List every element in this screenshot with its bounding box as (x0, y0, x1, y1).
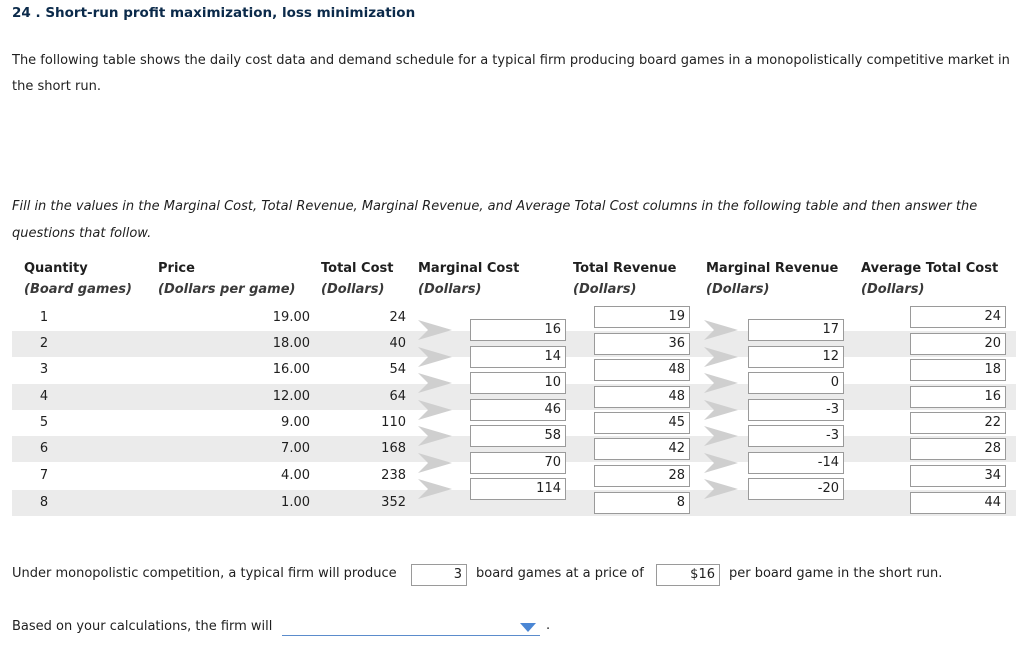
cell-quantity: 1 (39, 310, 49, 325)
cell-quantity: 6 (39, 441, 49, 456)
answer-text-part2: board games at a price of (476, 566, 644, 581)
cell-total-cost: 40 (389, 336, 406, 351)
chevron-right-icon (702, 345, 742, 369)
cell-quantity: 7 (39, 468, 49, 483)
total-revenue-input[interactable]: 36 (594, 333, 690, 355)
total-revenue-input[interactable]: 48 (594, 359, 690, 381)
cell-price: 1.00 (281, 495, 310, 510)
header-marginal-cost-label: Marginal Cost (418, 261, 520, 276)
cell-total-cost: 238 (381, 468, 406, 483)
marginal-cost-input[interactable]: 114 (470, 478, 566, 500)
total-revenue-input[interactable]: 28 (594, 465, 690, 487)
header-price (158, 258, 295, 300)
chevron-right-icon (416, 318, 456, 342)
header-price-unit: (Dollars per game) (158, 282, 296, 297)
cell-total-cost: 64 (389, 389, 406, 404)
header-quantity-label: Quantity (24, 261, 88, 276)
cell-quantity: 8 (39, 495, 49, 510)
average-total-cost-input[interactable]: 34 (910, 465, 1006, 487)
total-revenue-input[interactable]: 42 (594, 438, 690, 460)
cell-price: 18.00 (272, 336, 310, 351)
chevron-right-icon (416, 371, 456, 395)
header-total-revenue (573, 258, 677, 300)
header-total-revenue-label: Total Revenue (573, 261, 677, 276)
cell-price: 7.00 (281, 441, 310, 456)
chevron-right-icon (702, 424, 742, 448)
header-marginal-revenue (706, 258, 838, 300)
cell-quantity: 4 (39, 389, 49, 404)
header-quantity (24, 258, 132, 300)
header-marginal-cost-unit: (Dollars) (418, 282, 482, 297)
header-average-total-cost-unit: (Dollars) (861, 282, 925, 297)
header-marginal-revenue-label: Marginal Revenue (706, 261, 839, 276)
marginal-revenue-input[interactable]: 0 (748, 372, 844, 394)
header-total-cost (321, 258, 393, 300)
cell-total-cost: 54 (389, 362, 406, 377)
cell-price: 16.00 (272, 362, 310, 377)
chevron-right-icon (416, 451, 456, 475)
chevron-right-icon (702, 398, 742, 422)
average-total-cost-input[interactable]: 16 (910, 386, 1006, 408)
marginal-cost-input[interactable]: 58 (470, 425, 566, 447)
cell-total-cost: 168 (381, 441, 406, 456)
header-average-total-cost (861, 258, 998, 300)
header-total-cost-label: Total Cost (321, 261, 394, 276)
marginal-cost-input[interactable]: 14 (470, 346, 566, 368)
total-revenue-input[interactable]: 19 (594, 306, 690, 328)
average-total-cost-input[interactable]: 20 (910, 333, 1006, 355)
header-marginal-revenue-unit: (Dollars) (706, 282, 770, 297)
chevron-right-icon (702, 318, 742, 342)
total-revenue-input[interactable]: 8 (594, 492, 690, 514)
decision-prompt: Based on your calculations, the firm will (12, 619, 273, 634)
answer-text-part3: per board game in the short run. (729, 566, 943, 581)
total-revenue-input[interactable]: 45 (594, 412, 690, 434)
cell-total-cost: 352 (381, 495, 406, 510)
chevron-right-icon (416, 424, 456, 448)
header-total-cost-unit: (Dollars) (321, 282, 385, 297)
marginal-revenue-input[interactable]: -14 (748, 452, 844, 474)
cell-quantity: 2 (39, 336, 49, 351)
header-marginal-cost (418, 258, 519, 300)
cell-price: 12.00 (272, 389, 310, 404)
cell-price: 19.00 (272, 310, 310, 325)
decision-dropdown[interactable] (282, 616, 540, 636)
marginal-revenue-input[interactable]: 17 (748, 319, 844, 341)
chevron-right-icon (416, 398, 456, 422)
average-total-cost-input[interactable]: 44 (910, 492, 1006, 514)
marginal-cost-input[interactable]: 10 (470, 372, 566, 394)
marginal-cost-input[interactable]: 70 (470, 452, 566, 474)
marginal-revenue-input[interactable]: -3 (748, 425, 844, 447)
average-total-cost-input[interactable]: 28 (910, 438, 1006, 460)
cell-price: 9.00 (281, 415, 310, 430)
price-answer-input[interactable]: $16 (656, 564, 720, 586)
total-revenue-input[interactable]: 48 (594, 386, 690, 408)
cost-revenue-table (12, 258, 1016, 521)
header-average-total-cost-label: Average Total Cost (861, 261, 999, 276)
question-instructions: Fill in the values in the Marginal Cost, Total Revenue, Marginal Revenue, and Average Total Cost columns in the following table and then answer the questions that follow. (12, 199, 978, 241)
header-total-revenue-unit: (Dollars) (573, 282, 637, 297)
marginal-revenue-input[interactable]: -20 (748, 478, 844, 500)
chevron-right-icon (702, 451, 742, 475)
decision-period: . (546, 618, 551, 633)
marginal-cost-input[interactable]: 16 (470, 319, 566, 341)
average-total-cost-input[interactable]: 24 (910, 306, 1006, 328)
marginal-cost-input[interactable]: 46 (470, 399, 566, 421)
cell-total-cost: 110 (381, 415, 406, 430)
question-title: 24 . Short-run profit maximization, loss minimization (12, 5, 416, 21)
marginal-revenue-input[interactable]: -3 (748, 399, 844, 421)
caret-down-icon[interactable] (520, 623, 536, 632)
cell-total-cost: 24 (389, 310, 406, 325)
chevron-right-icon (416, 345, 456, 369)
cell-price: 4.00 (281, 468, 310, 483)
chevron-right-icon (702, 477, 742, 501)
answer-text-part1: Under monopolistic competition, a typical firm will produce (12, 566, 397, 581)
cell-quantity: 5 (39, 415, 49, 430)
header-quantity-unit: (Board games) (24, 282, 132, 297)
chevron-right-icon (702, 371, 742, 395)
quantity-answer-input[interactable]: 3 (411, 564, 467, 586)
header-price-label: Price (158, 261, 195, 276)
chevron-right-icon (416, 477, 456, 501)
marginal-revenue-input[interactable]: 12 (748, 346, 844, 368)
average-total-cost-input[interactable]: 22 (910, 412, 1006, 434)
cell-quantity: 3 (39, 362, 49, 377)
average-total-cost-input[interactable]: 18 (910, 359, 1006, 381)
question-intro: The following table shows the daily cost data and demand schedule for a typical firm producing board games in a monopolistically competitive market in the short run. (12, 53, 1010, 94)
